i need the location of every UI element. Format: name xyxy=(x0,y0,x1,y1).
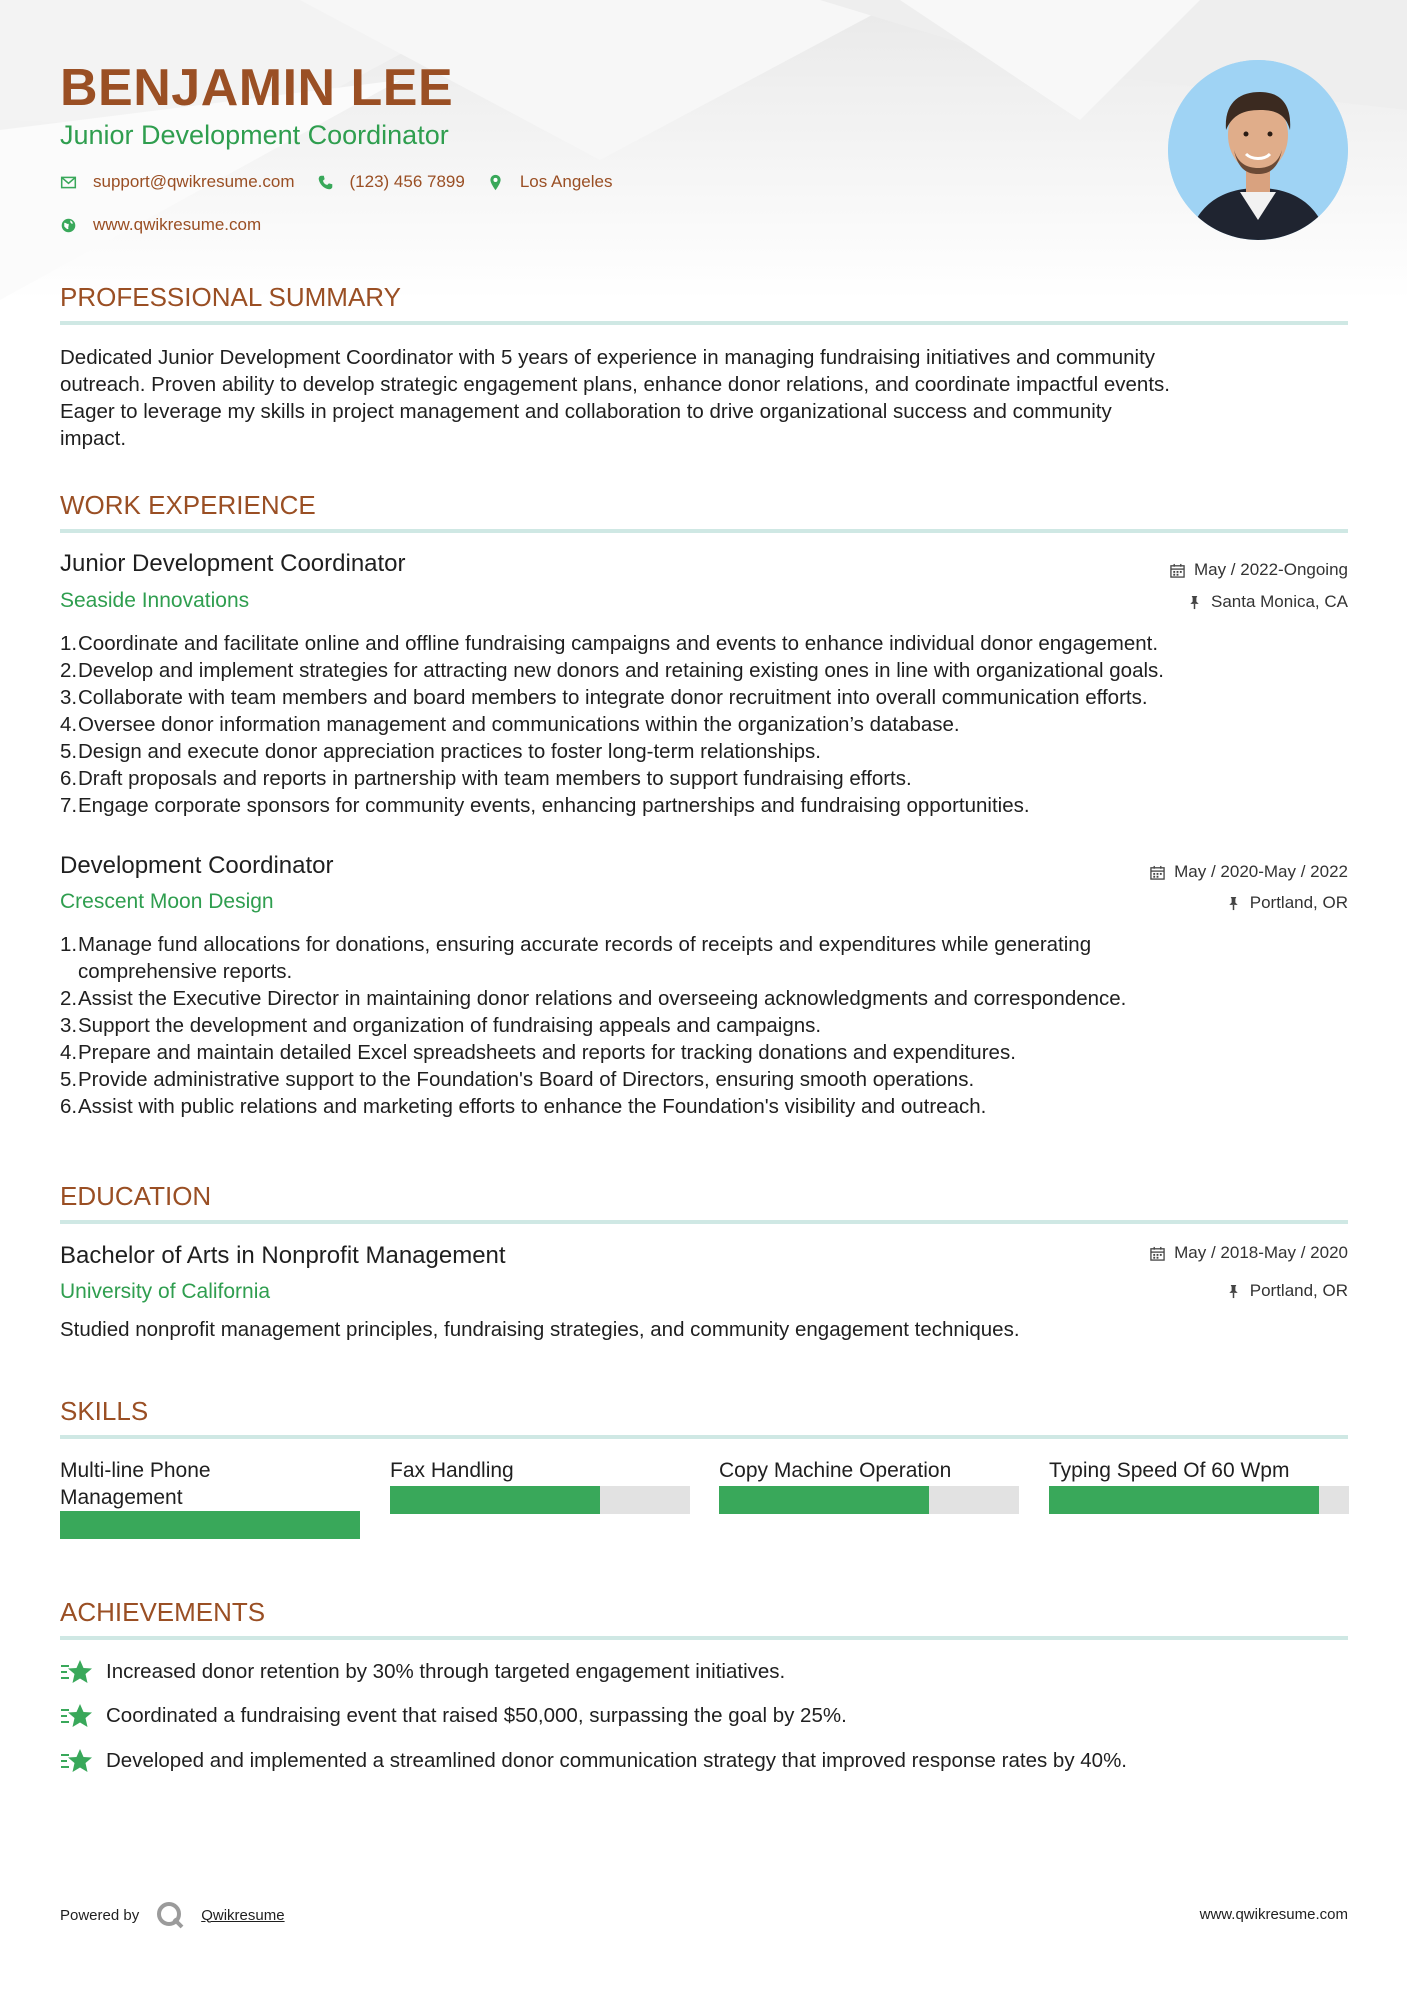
skill-level-fill xyxy=(719,1486,929,1514)
skill-name: Fax Handling xyxy=(390,1459,514,1482)
list-item: 1. Manage fund allocations for donations, ensuring accurate records of receipts and expenditures while generating xyxy=(60,933,1092,956)
job-title: Junior Development Coordinator xyxy=(60,550,406,577)
calendar-icon xyxy=(1170,563,1185,578)
list-item: 3. Collaborate with team members and board members to integrate donor recruitment into overall communication efforts. xyxy=(60,686,1148,709)
skill-item xyxy=(719,1457,1019,1514)
footer-website-link[interactable]: www.qwikresume.com xyxy=(1199,1906,1348,1923)
candidate-title: Junior Development Coordinator xyxy=(60,120,449,150)
website-text: www.qwikresume.com xyxy=(93,215,262,234)
summary-line: Eager to leverage my skills in project management and collaboration to drive organizational success and community xyxy=(60,400,1112,423)
achievements-divider xyxy=(60,1636,1348,1640)
footer-powered-by: Powered by Qwikresume xyxy=(60,1900,285,1930)
qwikresume-logo-icon xyxy=(155,1900,185,1930)
skills-heading: SKILLS xyxy=(60,1396,149,1426)
education-location: Portland, OR xyxy=(1226,1281,1348,1301)
list-item: 7. Engage corporate sponsors for community events, enhancing partnerships and fundraising opportunities. xyxy=(60,794,1030,817)
job-date: May / 2020-May / 2022 xyxy=(1150,862,1348,882)
summary-divider xyxy=(60,321,1348,325)
experience-divider xyxy=(60,529,1348,533)
summary-heading: PROFESSIONAL SUMMARY xyxy=(60,282,401,312)
avatar-photo xyxy=(1168,60,1348,240)
job-duties xyxy=(60,630,1350,819)
contact-row xyxy=(60,172,634,192)
email-text: support@qwikresume.com xyxy=(93,172,295,191)
avatar xyxy=(1168,60,1348,240)
education-degree: Bachelor of Arts in Nonprofit Management xyxy=(60,1242,506,1269)
achievements-heading: ACHIEVEMENTS xyxy=(60,1597,266,1627)
job-company: Seaside Innovations xyxy=(60,589,250,612)
skill-level-fill xyxy=(60,1511,360,1539)
skill-item xyxy=(390,1457,690,1514)
skill-level-bar xyxy=(60,1511,360,1539)
list-item: 4. Oversee donor information management and communications within the organization’s database. xyxy=(60,713,960,736)
location-text: Los Angeles xyxy=(519,172,613,191)
footer-brand-link[interactable]: Qwikresume xyxy=(201,1906,285,1924)
summary-text xyxy=(60,344,1350,452)
contact-phone[interactable] xyxy=(317,172,465,192)
skill-level-bar xyxy=(390,1486,690,1514)
list-item: 6. Assist with public relations and marketing efforts to enhance the Foundation's visibility and outreach. xyxy=(60,1095,987,1118)
contact-location xyxy=(487,172,613,192)
list-item: 3. Support the development and organization of fundraising appeals and campaigns. xyxy=(60,1014,822,1037)
experience-heading: WORK EXPERIENCE xyxy=(60,490,316,520)
summary-line: Dedicated Junior Development Coordinator with 5 years of experience in managing fundraising initiatives and community xyxy=(60,346,1156,369)
skill-item xyxy=(60,1457,360,1539)
phone-icon xyxy=(317,174,334,191)
skill-level-bar xyxy=(1049,1486,1349,1514)
pushpin-icon xyxy=(1187,595,1202,610)
calendar-icon xyxy=(1150,1246,1165,1261)
summary-line: outreach. Proven ability to develop strategic engagement plans, enhance donor relations, and coordinate impactful events. xyxy=(60,373,1170,396)
list-item: 1. Coordinate and facilitate online and offline fundraising campaigns and events to enhance individual donor engagement. xyxy=(60,632,1159,655)
calendar-icon xyxy=(1150,865,1165,880)
pushpin-icon xyxy=(1226,896,1241,911)
skills-divider xyxy=(60,1435,1348,1439)
education-divider xyxy=(60,1220,1348,1224)
skill-level-bar xyxy=(719,1486,1019,1514)
summary-line: impact. xyxy=(60,427,127,450)
star-award-icon xyxy=(60,1702,92,1730)
list-item: comprehensive reports. xyxy=(78,960,293,983)
star-award-icon xyxy=(60,1658,92,1686)
job-location: Portland, OR xyxy=(1226,893,1348,913)
contact-website[interactable] xyxy=(60,215,261,235)
pushpin-icon xyxy=(1226,1284,1241,1299)
list-item: 6. Draft proposals and reports in partnership with team members to support fundraising efforts. xyxy=(60,767,912,790)
achievement-item: Developed and implemented a streamlined donor communication strategy that improved response rates by 40%. xyxy=(60,1747,1127,1775)
achievement-item: Coordinated a fundraising event that raised $50,000, surpassing the goal by 25%. xyxy=(60,1702,847,1730)
skill-level-fill xyxy=(390,1486,600,1514)
map-pin-icon xyxy=(487,174,504,191)
list-item: 4. Prepare and maintain detailed Excel spreadsheets and reports for tracking donations and expenditures. xyxy=(60,1041,1016,1064)
envelope-icon xyxy=(60,174,77,191)
list-item: 2. Assist the Executive Director in maintaining donor relations and overseeing acknowledgments and correspondence. xyxy=(60,987,1127,1010)
education-heading: EDUCATION xyxy=(60,1181,212,1211)
globe-icon xyxy=(60,217,77,234)
list-item: 5. Design and execute donor appreciation practices to foster long-term relationships. xyxy=(60,740,821,763)
skill-name: Multi-line Phone Management xyxy=(60,1459,211,1509)
list-item: 5. Provide administrative support to the Foundation's Board of Directors, ensuring smooth operations. xyxy=(60,1068,975,1091)
job-title: Development Coordinator xyxy=(60,852,334,879)
skill-level-fill xyxy=(1049,1486,1319,1514)
education-date: May / 2018-May / 2020 xyxy=(1150,1243,1348,1263)
skill-name: Typing Speed Of 60 Wpm xyxy=(1049,1459,1290,1482)
candidate-name: BENJAMIN LEE xyxy=(60,59,454,117)
education-description: Studied nonprofit management principles, fundraising strategies, and community engagement techniques. xyxy=(60,1318,1020,1341)
list-item: 2. Develop and implement strategies for attracting new donors and retaining existing ones in line with organizational goals. xyxy=(60,659,1164,682)
job-date: May / 2022-Ongoing xyxy=(1170,560,1348,580)
contact-email[interactable] xyxy=(60,172,295,192)
job-location: Santa Monica, CA xyxy=(1187,592,1348,612)
job-duties xyxy=(60,931,1350,1120)
skill-item xyxy=(1049,1457,1349,1514)
skill-name: Copy Machine Operation xyxy=(719,1459,952,1482)
star-award-icon xyxy=(60,1747,92,1775)
phone-text: (123) 456 7899 xyxy=(349,172,465,191)
job-company: Crescent Moon Design xyxy=(60,890,274,913)
education-school: University of California xyxy=(60,1280,271,1303)
achievement-item: Increased donor retention by 30% through targeted engagement initiatives. xyxy=(60,1658,785,1686)
